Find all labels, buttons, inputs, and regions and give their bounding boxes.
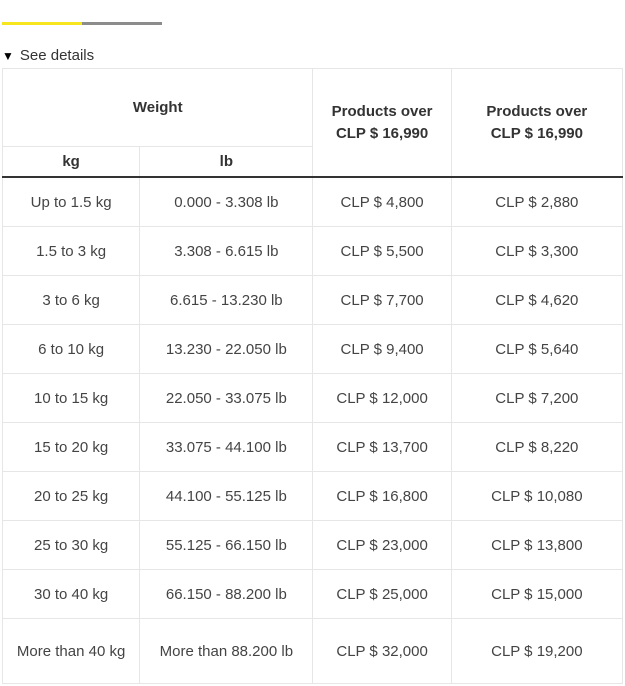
table-row [3,374,623,423]
price-cell-2: CLP $ 13,800 [451,521,622,570]
products-over-header-2 [451,69,622,178]
kg-cell: 10 to 15 kg [3,374,140,423]
lb-cell: 44.100 - 55.125 lb [140,472,313,521]
price-cell-1: CLP $ 23,000 [313,521,451,570]
lb-cell: 13.230 - 22.050 lb [140,325,313,374]
price-cell-1: CLP $ 5,500 [313,227,451,276]
price-cell-1: CLP $ 9,400 [313,325,451,374]
lb-cell: 66.150 - 88.200 lb [140,570,313,619]
price-cell-2: CLP $ 19,200 [451,619,622,684]
price-cell-1: CLP $ 12,000 [313,374,451,423]
products-over-header-1 [313,69,451,178]
kg-cell: More than 40 kg [3,619,140,684]
price-cell-2: CLP $ 2,880 [451,177,622,227]
table-row [3,276,623,325]
table-row [3,227,623,276]
triangle-down-icon: ▼ [2,49,14,63]
kg-cell: 6 to 10 kg [3,325,140,374]
lb-cell: 6.615 - 13.230 lb [140,276,313,325]
price-cell-2: CLP $ 4,620 [451,276,622,325]
price-cell-1: CLP $ 13,700 [313,423,451,472]
see-details-label: See details [19,47,95,64]
tab-indicator-bar [2,22,162,25]
products-over-header-2-line2: CLP $ 16,990 [490,124,583,142]
kg-cell: 15 to 20 kg [3,423,140,472]
price-cell-2: CLP $ 8,220 [451,423,622,472]
lb-cell: 3.308 - 6.615 lb [140,227,313,276]
table-row [3,423,623,472]
price-cell-2: CLP $ 5,640 [451,325,622,374]
products-over-header-1-line2: CLP $ 16,990 [335,124,429,142]
price-cell-2: CLP $ 3,300 [451,227,622,276]
lb-cell: 33.075 - 44.100 lb [140,423,313,472]
shipping-rates-table-container [2,68,623,684]
price-cell-1: CLP $ 7,700 [313,276,451,325]
lb-cell: 22.050 - 33.075 lb [140,374,313,423]
kg-header: kg [3,146,140,177]
table-row [3,325,623,374]
price-cell-1: CLP $ 16,800 [313,472,451,521]
kg-cell: 30 to 40 kg [3,570,140,619]
price-cell-2: CLP $ 15,000 [451,570,622,619]
price-cell-2: CLP $ 7,200 [451,374,622,423]
tab-indicator-active[interactable] [2,22,82,25]
products-over-header-2-line1: Products over [486,102,588,120]
table-row [3,472,623,521]
table-row [3,619,623,684]
price-cell-1: CLP $ 25,000 [313,570,451,619]
lb-cell: 55.125 - 66.150 lb [140,521,313,570]
kg-cell: 25 to 30 kg [3,521,140,570]
table-row [3,521,623,570]
price-cell-1: CLP $ 32,000 [313,619,451,684]
lb-header: lb [140,146,313,177]
kg-cell: Up to 1.5 kg [3,177,140,227]
shipping-rates-table [2,68,623,684]
see-details-toggle[interactable] [2,47,94,65]
price-cell-2: CLP $ 10,080 [451,472,622,521]
kg-cell: 20 to 25 kg [3,472,140,521]
kg-cell: 1.5 to 3 kg [3,227,140,276]
lb-cell: More than 88.200 lb [140,619,313,684]
products-over-header-1-line1: Products over [331,102,433,120]
table-row [3,177,623,227]
weight-header: Weight [3,69,313,147]
table-row [3,570,623,619]
lb-cell: 0.000 - 3.308 lb [140,177,313,227]
rates-body [3,177,623,684]
kg-cell: 3 to 6 kg [3,276,140,325]
price-cell-1: CLP $ 4,800 [313,177,451,227]
tab-indicator-inactive[interactable] [82,22,162,25]
